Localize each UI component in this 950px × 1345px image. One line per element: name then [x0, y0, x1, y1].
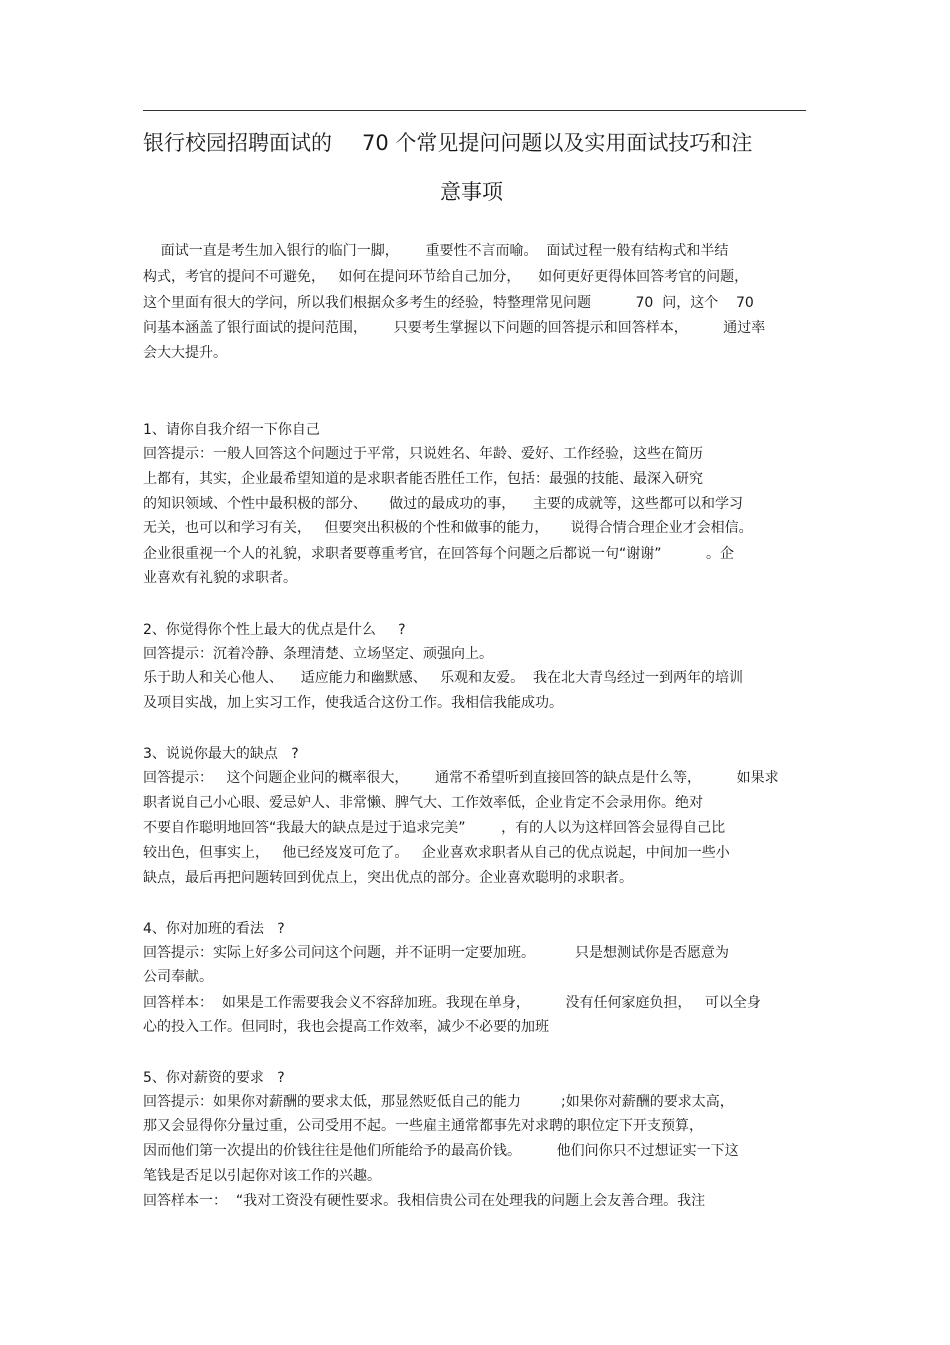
question-heading: 2、你觉得你个性上最大的优点是什么 ? [143, 622, 406, 638]
body-line: 及项目实战，加上实习工作，使我适合这份工作。我相信我能成功。 [143, 695, 563, 711]
body-line: 笔钱是否足以引起你对该工作的兴趣。 [143, 1168, 381, 1184]
body-line: 的知识领域、个性中最积极的部分、 做过的最成功的事， 主要的成就等，这些都可以和学习 [143, 496, 744, 512]
intro-line: 构式，考官的提问不可避免， 如何在提问环节给自己加分， 如何更好更得体回答考官的问题， [143, 269, 749, 285]
question-heading: 4、你对加班的看法 ? [143, 921, 285, 937]
header-rule [143, 110, 806, 111]
body-line: 无关，也可以和学习有关， 但要突出积极的个性和做事的能力， 说得合情合理企业才会相信。 [143, 520, 753, 536]
body-line: 因而他们第一次提出的价钱往往是他们所能给予的最高价钱。 他们问你只不过想证实一下这 [143, 1143, 739, 1159]
body-line: 回答提示：实际上好多公司问这个问题，并不证明一定要加班。 只是想测试你是否愿意为 [143, 945, 730, 961]
question-heading: 3、说说你最大的缺点 ? [143, 746, 299, 762]
title-part-1: 银行校园招聘面试的 [143, 131, 332, 155]
body-line: 公司奉献。 [143, 969, 213, 985]
body-line: 回答提示： 这个问题企业问的概率很大， 通常不希望听到直接回答的缺点是什么等， 如果求 [143, 770, 779, 786]
body-line: 心的投入工作。但同时，我也会提高工作效率，减少不必要的加班 [143, 1019, 549, 1035]
document-title [143, 129, 752, 157]
body-line: 企业很重视一个人的礼貌，求职者要尊重考官，在回答每个问题之后都说一句“谢谢” 。企 [143, 546, 735, 562]
body-line: 回答提示：一般人回答这个问题过于平常，只说姓名、年龄、爱好、工作经验，这些在简历 [143, 446, 703, 462]
intro-line: 会大大提升。 [143, 345, 227, 361]
body-line: 不要自作聪明地回答“我最大的缺点是过于追求完美” ，有的人以为这样回答会显得自己比 [143, 820, 726, 836]
question-heading: 5、你对薪资的要求 ? [143, 1070, 285, 1086]
body-line: 那又会显得你分量过重，公司受用不起。一些雇主通常都事先对求聘的职位定下开支预算， [143, 1118, 703, 1134]
body-line: 上都有，其实，企业最希望知道的是求职者能否胜任工作，包括：最强的技能、最深入研究 [143, 471, 703, 487]
title-part-2: 70 个常见提问问题以及实用面试技巧和注 [362, 131, 753, 155]
body-line: 回答样本一： “我对工资没有硬性要求。我相信贵公司在处理我的问题上会友善合理。我注 [143, 1193, 706, 1209]
body-line: 业喜欢有礼貌的求职者。 [143, 570, 297, 586]
document-title-continued: 意事项 [440, 180, 503, 204]
body-line: 回答提示：如果你对薪酬的要求太低，那显然贬低自己的能力 ;如果你对薪酬的要求太高， [143, 1094, 734, 1110]
body-line: 回答提示：沉着冷静、条理清楚、立场坚定、顽强向上。 [143, 646, 493, 662]
body-line: 较出色，但事实上， 他已经岌岌可危了。 企业喜欢求职者从自己的优点说起，中间加一些小 [143, 845, 730, 861]
body-line: 缺点，最后再把问题转回到优点上，突出优点的部分。企业喜欢聪明的求职者。 [143, 870, 633, 886]
intro-line: 问基本涵盖了银行面试的提问范围， 只要考生掌握以下问题的回答提示和回答样本， 通过率 [143, 320, 766, 336]
body-line: 职者说自己小心眼、爱忌妒人、非常懒、脾气大、工作效率低，企业肯定不会录用你。绝对 [143, 795, 703, 811]
body-line: 乐于助人和关心他人、 适应能力和幽默感、 乐观和友爱。 我在北大青鸟经过一到两年的培训 [143, 670, 744, 686]
body-line: 回答样本： 如果是工作需要我会义不容辞加班。我现在单身， 没有任何家庭负担， 可以全身 [143, 995, 761, 1011]
intro-line: 面试一直是考生加入银行的临门一脚， 重要性不言而喻。 面试过程一般有结构式和半结 [143, 243, 729, 259]
intro-line: 这个里面有很大的学问，所以我们根据众多考生的经验，特整理常见问题 70 问，这个 70 [143, 295, 754, 311]
question-heading: 1、请你自我介绍一下你自己 [143, 422, 320, 438]
